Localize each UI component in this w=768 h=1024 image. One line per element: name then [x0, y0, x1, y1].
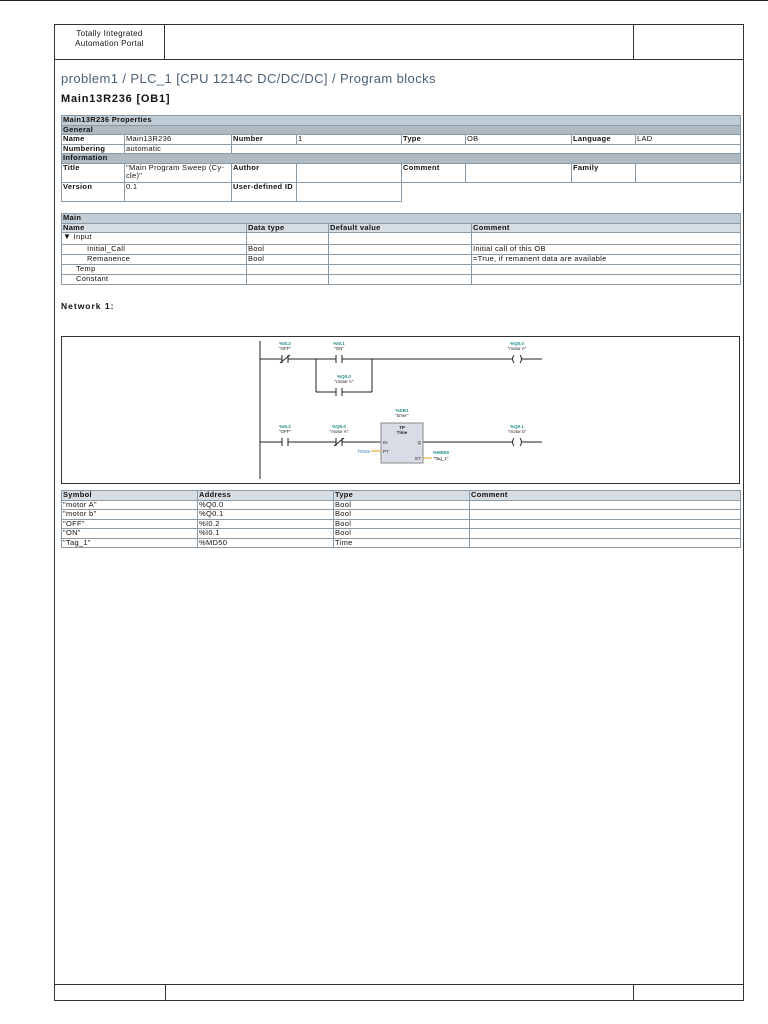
type: Bool — [334, 500, 470, 510]
number-label: Number — [232, 135, 297, 145]
row-type: Bool — [247, 255, 329, 265]
et-addr: %MD50 — [433, 450, 450, 455]
symbol-row — [62, 529, 741, 539]
comment — [470, 519, 741, 529]
language-label: Language — [572, 135, 636, 145]
symbol-row — [62, 510, 741, 520]
col-comment: Comment — [472, 223, 741, 233]
r2c2-addr: %Q0.0 — [332, 424, 346, 429]
family-label: Family — [572, 163, 636, 182]
coil-motor-a — [513, 355, 522, 363]
properties-table — [61, 115, 741, 202]
block-title: Main13R236 [OB1] — [61, 93, 171, 105]
interface-heading: Main — [62, 214, 741, 224]
type: Bool — [334, 529, 470, 539]
col-sym-comment: Comment — [470, 491, 741, 501]
pin-et: ET — [415, 456, 421, 461]
type: Time — [334, 538, 470, 548]
r2coil-addr: %Q0.1 — [510, 424, 524, 429]
sym: "motor A" — [62, 500, 198, 510]
row-comment — [472, 265, 741, 275]
r1c2-addr: %I0.1 — [333, 341, 345, 346]
numbering-value: automatic — [125, 144, 232, 154]
r1c2-sym: "ON" — [334, 346, 344, 351]
sym: "Tag_1" — [62, 538, 198, 548]
comment — [470, 538, 741, 548]
row-default — [329, 275, 472, 285]
row-comment: Initial call of this OB — [472, 245, 741, 255]
pt-value: T#10s — [357, 449, 370, 454]
ladder-diagram — [61, 336, 740, 484]
symbol-row — [62, 519, 741, 529]
timer-db-sym: "timer" — [395, 413, 409, 418]
name-value: Main13R236 — [125, 135, 232, 145]
footer-divider-1 — [165, 985, 166, 1000]
userid-label: User-defined ID — [232, 182, 297, 201]
comment — [470, 529, 741, 539]
interface-row: Initial_Call — [62, 245, 247, 255]
author-label: Author — [232, 163, 297, 182]
addr: %Q0.0 — [198, 500, 334, 510]
type-value: OB — [466, 135, 572, 145]
r2c1-sym: "OFF" — [278, 429, 292, 434]
portal-line-1: Totally Integrated — [76, 29, 143, 38]
r1coil-sym: "motor A" — [507, 346, 527, 351]
symbol-table — [61, 490, 741, 548]
row-default — [329, 245, 472, 255]
top-rule — [0, 0, 768, 1]
title-label: Title — [62, 163, 125, 182]
symbol-row — [62, 500, 741, 510]
interface-row: Constant — [62, 275, 247, 285]
r2coil-sym: "motor b" — [507, 429, 527, 434]
col-datatype: Data type — [247, 223, 329, 233]
addr: %Q0.1 — [198, 510, 334, 520]
network-label: Network 1: — [61, 301, 115, 311]
r1coil-addr: %Q0.0 — [510, 341, 524, 346]
row-type — [247, 275, 329, 285]
comment-label: Comment — [402, 163, 466, 182]
symbol-row — [62, 538, 741, 548]
properties-heading: Main13R236 Properties — [62, 116, 741, 126]
interface-row: Remanence — [62, 255, 247, 265]
numbering-label: Numbering — [62, 144, 125, 154]
portal-label — [55, 25, 165, 59]
row-name: Input — [73, 232, 92, 241]
row-default — [329, 233, 472, 245]
title-value: "Main Program Sweep (Cy-cle)" — [125, 163, 232, 182]
header-divider — [633, 25, 634, 59]
type-label: Type — [402, 135, 466, 145]
timer-db: %DB1 — [395, 408, 409, 413]
pin-q: Q — [417, 440, 421, 445]
name-label: Name — [62, 135, 125, 145]
type: Bool — [334, 510, 470, 520]
row-default — [329, 255, 472, 265]
page-title: problem1 / PLC_1 [CPU 1214C DC/DC/DC] / Program blocks — [61, 71, 436, 86]
contact-no-on — [336, 355, 342, 363]
pin-in: IN — [383, 440, 388, 445]
col-address: Address — [198, 491, 334, 501]
r2c2-sym: "motor A" — [329, 429, 349, 434]
timer-sub: Time — [396, 430, 408, 435]
coil-motor-b — [513, 438, 522, 446]
portal-line-2: Automation Portal — [75, 39, 144, 48]
sym: "OFF" — [62, 519, 198, 529]
page-header — [55, 25, 743, 60]
et-sym: "Tag_1" — [433, 456, 449, 461]
row-comment — [472, 275, 741, 285]
col-symbol: Symbol — [62, 491, 198, 501]
language-value: LAD — [636, 135, 741, 145]
interface-row: Temp — [62, 265, 247, 275]
addr: %MD50 — [198, 538, 334, 548]
r1c1-sym: "OFF" — [278, 346, 292, 351]
ladder-svg — [62, 337, 739, 483]
interface-table — [61, 213, 741, 285]
r2c1-addr: %I0.2 — [279, 424, 291, 429]
timer-type: TP — [399, 425, 405, 430]
contact-no-motor-a — [336, 388, 342, 396]
comment — [470, 500, 741, 510]
row-comment — [472, 233, 741, 245]
general-heading: General — [62, 125, 741, 135]
addr: %I0.2 — [198, 519, 334, 529]
row-type — [247, 233, 329, 245]
col-type: Type — [334, 491, 470, 501]
version-value: 0.1 — [125, 182, 232, 201]
r1c1-addr: %I0.2 — [279, 341, 291, 346]
version-label: Version — [62, 182, 125, 201]
collapse-triangle-icon[interactable]: ▼ — [63, 232, 72, 241]
pin-pt: PT — [383, 449, 389, 454]
r1branch-sym: "motor A" — [334, 379, 354, 384]
comment — [470, 510, 741, 520]
row-comment: =True, if remanent data are available — [472, 255, 741, 265]
contact-no-off — [282, 438, 288, 446]
row-type: Bool — [247, 245, 329, 255]
col-name: Name — [62, 223, 247, 233]
footer-divider-2 — [633, 985, 634, 1000]
col-default: Default value — [329, 223, 472, 233]
sym: "ON" — [62, 529, 198, 539]
row-type — [247, 265, 329, 275]
interface-row — [62, 233, 247, 245]
information-heading: Information — [62, 154, 741, 164]
r1branch-addr: %Q0.0 — [337, 374, 351, 379]
page-footer — [55, 984, 743, 1000]
number-value: 1 — [297, 135, 402, 145]
type: Bool — [334, 519, 470, 529]
row-default — [329, 265, 472, 275]
addr: %I0.1 — [198, 529, 334, 539]
sym: "motor b" — [62, 510, 198, 520]
